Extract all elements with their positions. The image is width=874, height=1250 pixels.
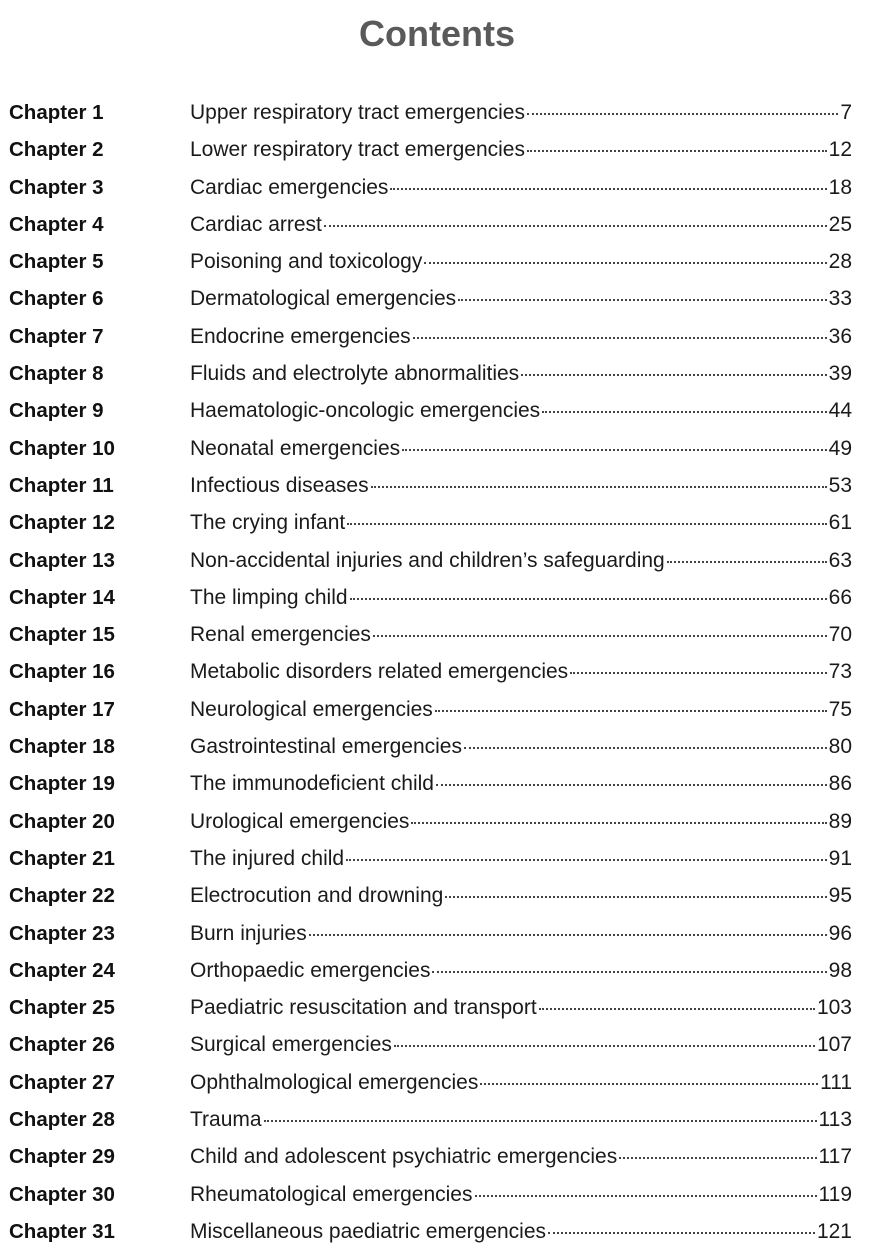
chapter-title: Endocrine emergencies bbox=[190, 324, 411, 348]
page-number: 70 bbox=[828, 623, 852, 647]
chapter-title: The crying infant bbox=[190, 511, 346, 535]
dot-leader bbox=[394, 1045, 815, 1047]
chapter-label: Chapter 3 bbox=[9, 175, 104, 199]
page-number: 86 bbox=[828, 772, 852, 796]
toc-entry[interactable] bbox=[9, 131, 852, 168]
dot-leader bbox=[475, 1195, 817, 1197]
dot-leader bbox=[548, 1232, 815, 1234]
chapter-title: Urological emergencies bbox=[190, 809, 410, 833]
toc-entry[interactable] bbox=[9, 803, 852, 840]
toc-entry[interactable] bbox=[9, 169, 852, 206]
chapter-label: Chapter 29 bbox=[9, 1145, 115, 1169]
page-number: 80 bbox=[828, 735, 852, 759]
chapter-title: Child and adolescent psychiatric emergencies bbox=[190, 1145, 618, 1169]
chapter-label: Chapter 25 bbox=[9, 996, 115, 1020]
chapter-label: Chapter 27 bbox=[9, 1070, 115, 1094]
chapter-title: Orthopaedic emergencies bbox=[190, 958, 431, 982]
toc-entry[interactable] bbox=[9, 1213, 852, 1250]
page-number: 96 bbox=[828, 921, 852, 945]
chapter-title: Neonatal emergencies bbox=[190, 436, 401, 460]
chapter-label: Chapter 9 bbox=[9, 399, 104, 423]
toc-entry[interactable] bbox=[9, 691, 852, 728]
dot-leader bbox=[527, 150, 827, 152]
chapter-title: Ophthalmological emergencies bbox=[190, 1070, 479, 1094]
toc-entry[interactable] bbox=[9, 318, 852, 355]
dot-leader bbox=[464, 747, 827, 749]
chapter-title: Rheumatological emergencies bbox=[190, 1182, 473, 1206]
page-number: 117 bbox=[818, 1145, 852, 1169]
page-number: 25 bbox=[828, 212, 852, 236]
toc-entry[interactable] bbox=[9, 1026, 852, 1063]
dot-leader bbox=[539, 1008, 815, 1010]
chapter-label: Chapter 22 bbox=[9, 884, 115, 908]
dot-leader bbox=[324, 225, 827, 227]
dot-leader bbox=[432, 971, 826, 973]
page-number: 103 bbox=[816, 996, 852, 1020]
chapter-label: Chapter 18 bbox=[9, 735, 115, 759]
chapter-title: Trauma bbox=[190, 1108, 262, 1132]
toc-entry[interactable] bbox=[9, 355, 852, 392]
chapter-title: Infectious diseases bbox=[190, 473, 369, 497]
chapter-label: Chapter 7 bbox=[9, 324, 104, 348]
page-number: 119 bbox=[818, 1182, 852, 1206]
page-number: 49 bbox=[828, 436, 852, 460]
chapter-label: Chapter 13 bbox=[9, 548, 115, 572]
toc-entry[interactable] bbox=[9, 1176, 852, 1213]
chapter-label: Chapter 28 bbox=[9, 1108, 115, 1132]
toc-entry[interactable] bbox=[9, 1064, 852, 1101]
chapter-label: Chapter 21 bbox=[9, 846, 115, 870]
dot-leader bbox=[390, 188, 826, 190]
toc-entry[interactable] bbox=[9, 94, 852, 131]
chapter-label: Chapter 11 bbox=[9, 473, 114, 497]
dot-leader bbox=[436, 784, 827, 786]
dot-leader bbox=[445, 896, 826, 898]
dot-leader bbox=[542, 411, 826, 413]
toc-entry[interactable] bbox=[9, 765, 852, 802]
page-number: 111 bbox=[820, 1070, 852, 1094]
toc-entry[interactable] bbox=[9, 952, 852, 989]
toc-entry[interactable] bbox=[9, 542, 852, 579]
chapter-label: Chapter 4 bbox=[9, 212, 104, 236]
dot-leader bbox=[413, 337, 827, 339]
dot-leader bbox=[309, 934, 827, 936]
page-number: 121 bbox=[816, 1219, 852, 1243]
page-number: 91 bbox=[828, 846, 852, 870]
dot-leader bbox=[619, 1157, 816, 1159]
dot-leader bbox=[347, 523, 826, 525]
chapter-title: Paediatric resuscitation and transport bbox=[190, 996, 537, 1020]
chapter-label: Chapter 2 bbox=[9, 138, 104, 162]
chapter-label: Chapter 17 bbox=[9, 697, 115, 721]
chapter-title: Lower respiratory tract emergencies bbox=[190, 138, 525, 162]
chapter-title: Cardiac emergencies bbox=[190, 175, 389, 199]
chapter-label: Chapter 10 bbox=[9, 436, 115, 460]
toc-entry[interactable] bbox=[9, 579, 852, 616]
table-of-contents bbox=[9, 94, 852, 1250]
page-number: 7 bbox=[840, 101, 852, 124]
dot-leader bbox=[350, 598, 827, 600]
toc-entry[interactable] bbox=[9, 915, 852, 952]
dot-leader bbox=[480, 1083, 818, 1085]
chapter-title: Metabolic disorders related emergencies bbox=[190, 660, 569, 684]
chapter-title: Cardiac arrest bbox=[190, 212, 322, 236]
dot-leader bbox=[458, 299, 827, 301]
dot-leader bbox=[570, 672, 826, 674]
dot-leader bbox=[667, 561, 827, 563]
chapter-label: Chapter 6 bbox=[9, 287, 104, 311]
chapter-title: Upper respiratory tract emergencies bbox=[190, 101, 525, 124]
dot-leader bbox=[411, 822, 826, 824]
chapter-label: Chapter 20 bbox=[9, 809, 115, 833]
toc-entry[interactable] bbox=[9, 616, 852, 653]
toc-entry[interactable] bbox=[9, 504, 852, 541]
chapter-title: Gastrointestinal emergencies bbox=[190, 735, 462, 759]
toc-entry[interactable] bbox=[9, 280, 852, 317]
page-number: 36 bbox=[828, 324, 852, 348]
page-number: 39 bbox=[828, 362, 852, 386]
toc-entry[interactable] bbox=[9, 989, 852, 1026]
toc-entry[interactable] bbox=[9, 877, 852, 914]
dot-leader bbox=[424, 262, 826, 264]
toc-entry[interactable] bbox=[9, 1138, 852, 1175]
chapter-title: Surgical emergencies bbox=[190, 1033, 392, 1057]
chapter-label: Chapter 31 bbox=[9, 1219, 115, 1243]
chapter-title: Neurological emergencies bbox=[190, 697, 433, 721]
toc-entry[interactable] bbox=[9, 840, 852, 877]
dot-leader bbox=[435, 710, 827, 712]
chapter-label: Chapter 5 bbox=[9, 250, 104, 274]
dot-leader bbox=[346, 859, 827, 861]
page-number: 33 bbox=[828, 287, 852, 311]
chapter-title: Haematologic-oncologic emergencies bbox=[190, 399, 541, 423]
chapter-label: Chapter 12 bbox=[9, 511, 115, 535]
chapter-title: Electrocution and drowning bbox=[190, 884, 444, 908]
dot-leader bbox=[521, 374, 826, 376]
chapter-label: Chapter 1 bbox=[9, 101, 104, 124]
chapter-title: Dermatological emergencies bbox=[190, 287, 457, 311]
chapter-title: The limping child bbox=[190, 585, 348, 609]
chapter-label: Chapter 16 bbox=[9, 660, 115, 684]
page-number: 73 bbox=[828, 660, 852, 684]
chapter-title: Renal emergencies bbox=[190, 623, 371, 647]
toc-entry[interactable] bbox=[9, 467, 852, 504]
dot-leader bbox=[373, 635, 827, 637]
toc-entry[interactable] bbox=[9, 243, 852, 280]
toc-entry[interactable] bbox=[9, 653, 852, 690]
chapter-title: Burn injuries bbox=[190, 921, 307, 945]
page-number: 53 bbox=[828, 473, 852, 497]
dot-leader bbox=[402, 449, 827, 451]
chapter-title: The immunodeficient child bbox=[190, 772, 434, 796]
chapter-label: Chapter 24 bbox=[9, 958, 115, 982]
dot-leader bbox=[264, 1120, 817, 1122]
dot-leader bbox=[371, 486, 827, 488]
page-number: 63 bbox=[828, 548, 852, 572]
page-number: 44 bbox=[828, 399, 852, 423]
chapter-label: Chapter 23 bbox=[9, 921, 115, 945]
chapter-title: The injured child bbox=[190, 846, 345, 870]
page-number: 66 bbox=[828, 585, 852, 609]
chapter-title: Non-accidental injuries and children’s safeguarding bbox=[190, 548, 665, 572]
toc-entry[interactable] bbox=[9, 430, 852, 467]
page-number: 75 bbox=[828, 697, 852, 721]
chapter-title: Miscellaneous paediatric emergencies bbox=[190, 1219, 547, 1243]
toc-entry[interactable] bbox=[9, 206, 852, 243]
chapter-label: Chapter 8 bbox=[9, 362, 104, 386]
chapter-label: Chapter 14 bbox=[9, 585, 115, 609]
chapter-label: Chapter 30 bbox=[9, 1182, 115, 1206]
page-number: 28 bbox=[828, 250, 852, 274]
page-number: 61 bbox=[828, 511, 852, 535]
page-number: 95 bbox=[828, 884, 852, 908]
page-number: 113 bbox=[818, 1108, 852, 1132]
dot-leader bbox=[527, 113, 838, 115]
page-number: 98 bbox=[828, 958, 852, 982]
chapter-title: Poisoning and toxicology bbox=[190, 250, 423, 274]
page-number: 89 bbox=[828, 809, 852, 833]
chapter-title: Fluids and electrolyte abnormalities bbox=[190, 362, 520, 386]
toc-entry[interactable] bbox=[9, 1101, 852, 1138]
page-title: Contents bbox=[359, 13, 515, 54]
chapter-label: Chapter 19 bbox=[9, 772, 115, 796]
page-number: 107 bbox=[816, 1033, 852, 1057]
toc-entry[interactable] bbox=[9, 392, 852, 429]
toc-entry[interactable] bbox=[9, 728, 852, 765]
page-number: 12 bbox=[828, 138, 852, 162]
page-number: 18 bbox=[828, 175, 852, 199]
chapter-label: Chapter 26 bbox=[9, 1033, 115, 1057]
chapter-label: Chapter 15 bbox=[9, 623, 115, 647]
